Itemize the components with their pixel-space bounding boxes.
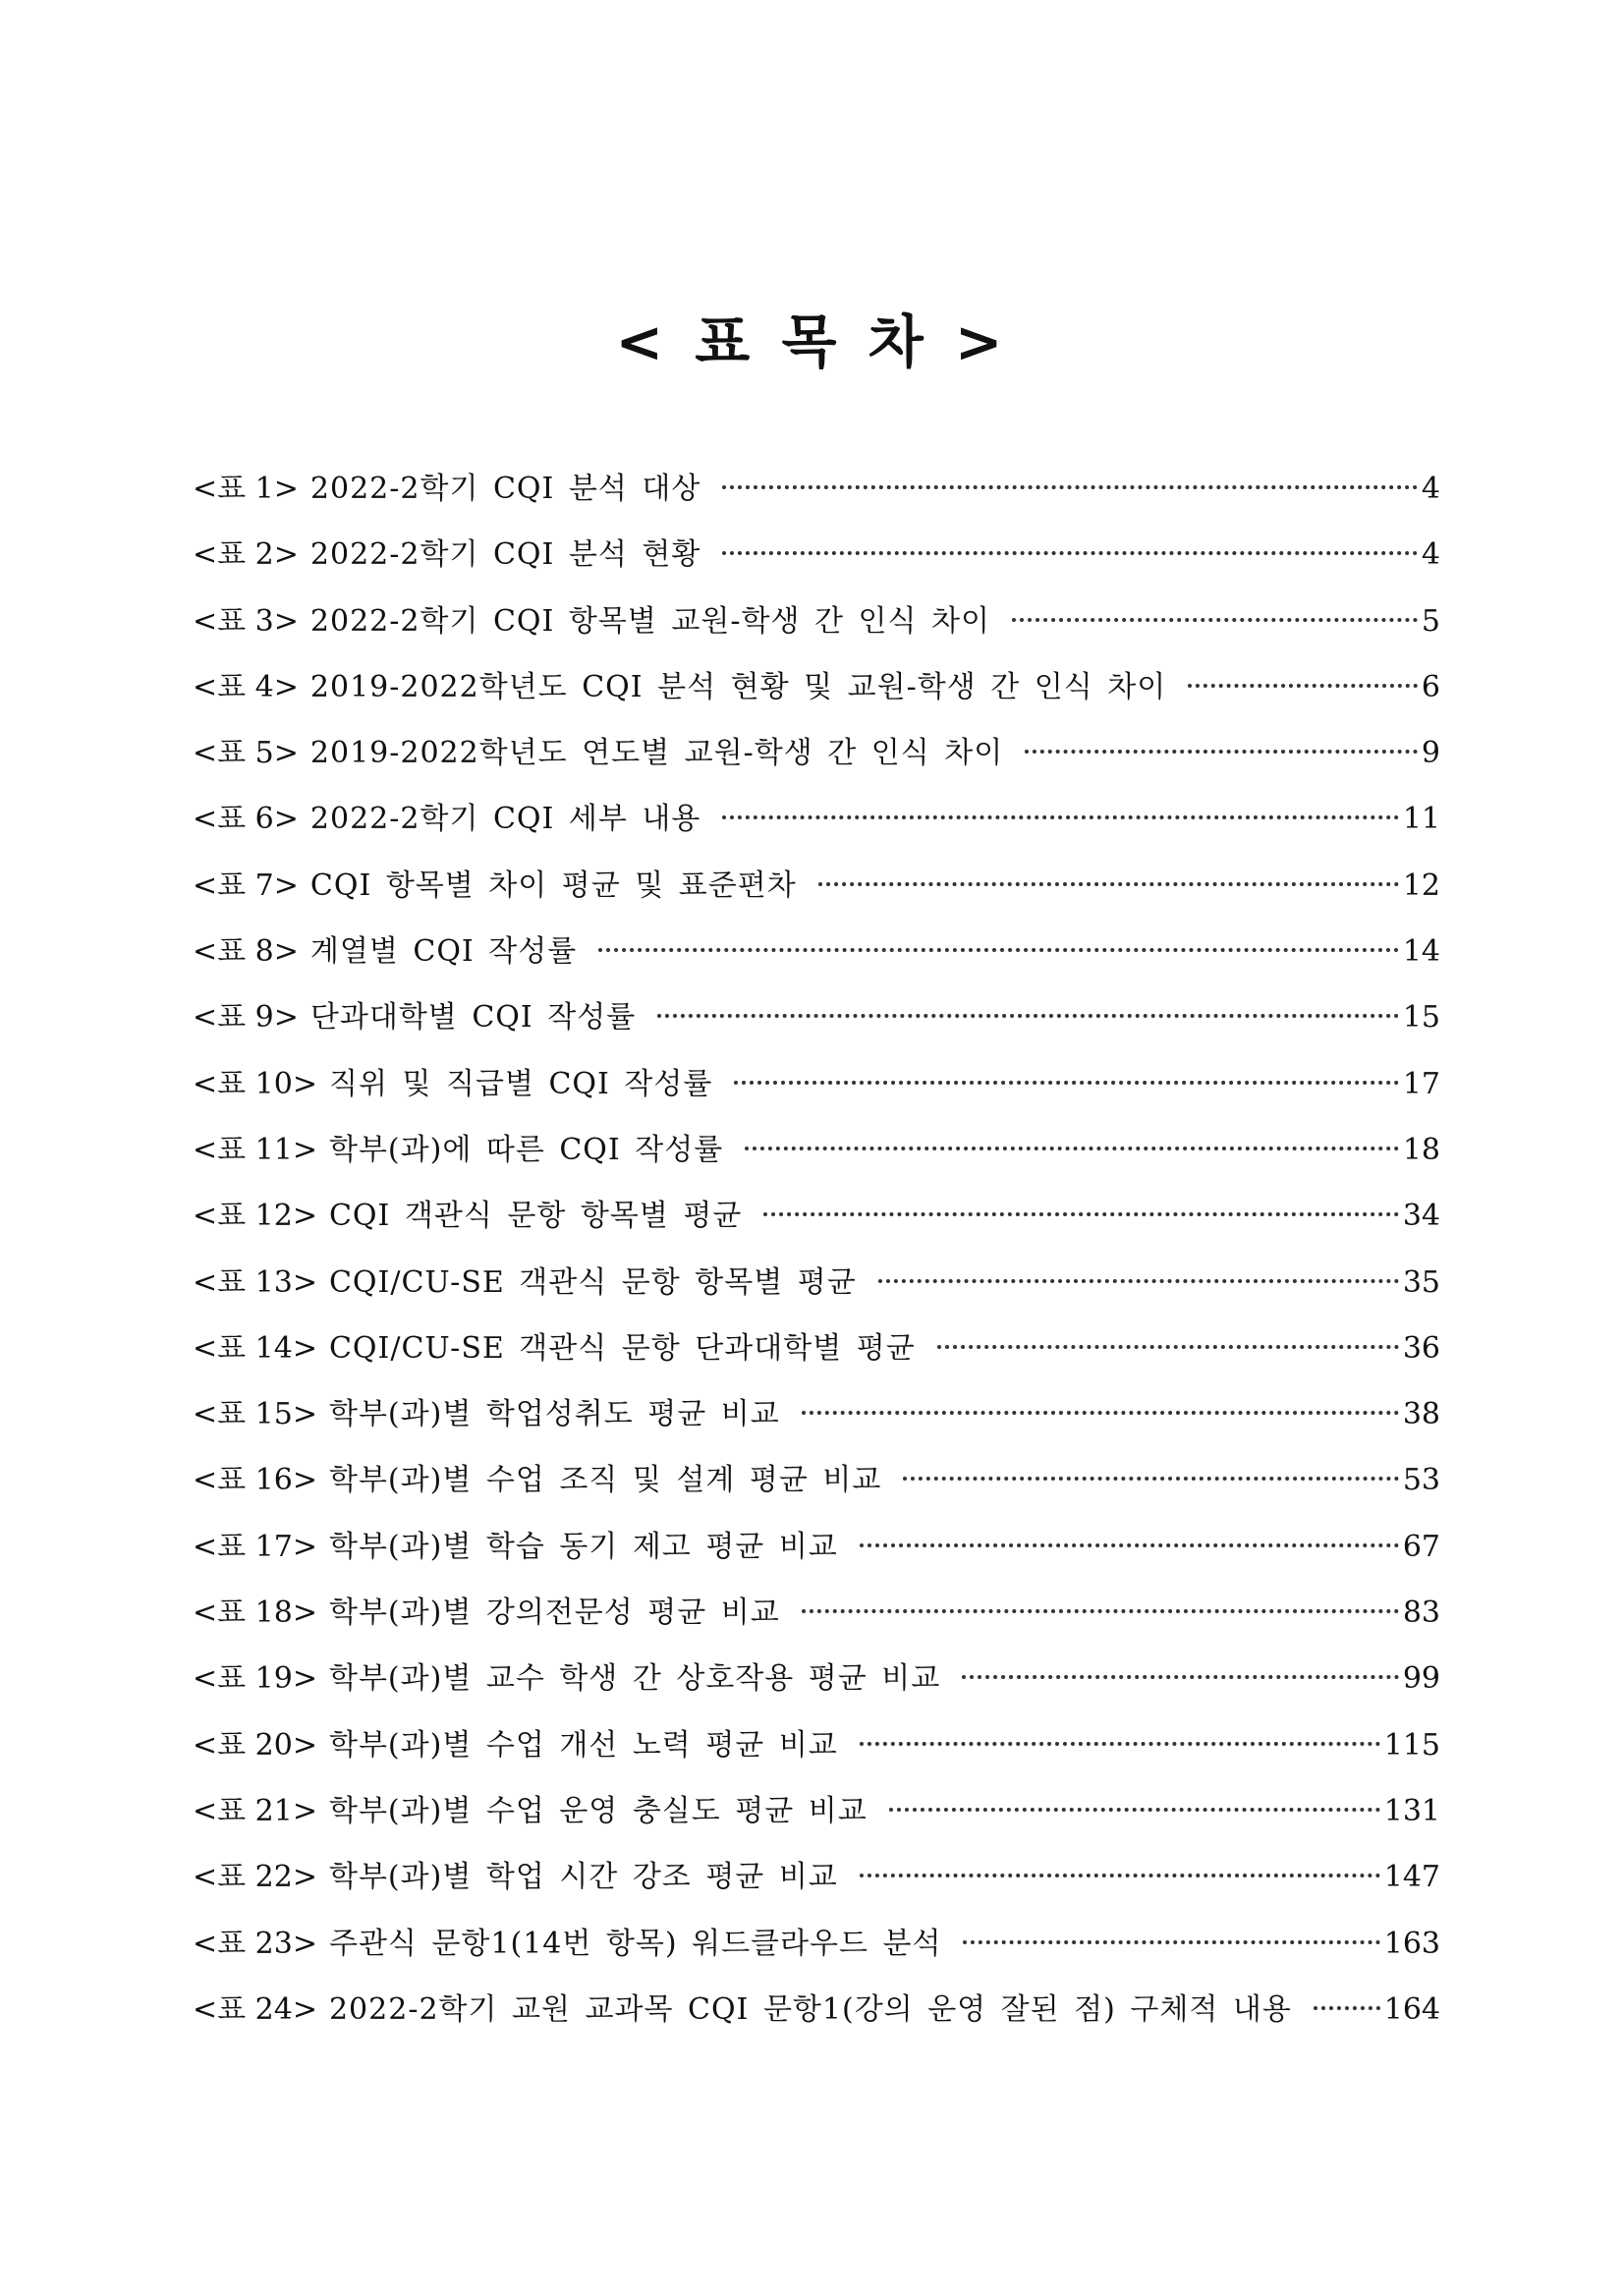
toc-entry[interactable]	[193, 1653, 1440, 1719]
toc-entry-label: <표 22>	[193, 1860, 317, 1895]
toc-entry-label: <표 2>	[193, 537, 299, 573]
dot-leader	[598, 948, 1399, 952]
toc-entry-label: <표 15>	[193, 1397, 317, 1432]
toc-entry-title: 계열별 CQI 작성률	[309, 934, 578, 970]
toc-entry-label: <표 24>	[193, 1991, 317, 2027]
toc-entry-page-number: 5	[1421, 603, 1440, 639]
toc-entry[interactable]	[193, 1720, 1440, 1786]
toc-entry[interactable]	[193, 1786, 1440, 1852]
toc-entry-label: <표 12>	[193, 1199, 317, 1234]
toc-entry-page-number: 12	[1402, 868, 1440, 903]
toc-entry[interactable]	[193, 1191, 1440, 1257]
toc-entry-page-number: 35	[1402, 1264, 1440, 1300]
dot-leader	[963, 1940, 1379, 1944]
toc-entry-title: 2022-2학기 CQI 세부 내용	[309, 802, 701, 837]
dot-leader	[860, 1874, 1380, 1877]
dot-leader	[1012, 618, 1418, 622]
toc-entry[interactable]	[193, 861, 1440, 926]
dot-leader	[722, 551, 1418, 555]
toc-entry[interactable]	[193, 1919, 1440, 1985]
toc-entry-label: <표 13>	[193, 1264, 317, 1300]
toc-entry-title: 학부(과)별 강의전문성 평균 비교	[328, 1596, 780, 1631]
toc-entry-page-number: 17	[1402, 1066, 1440, 1101]
toc-entry[interactable]	[193, 794, 1440, 860]
toc-entry-title: 직위 및 직급별 CQI 작성률	[328, 1066, 713, 1101]
toc-entry-label: <표 10>	[193, 1066, 317, 1101]
toc-entry-title: 학부(과)별 수업 개선 노력 평균 비교	[328, 1727, 838, 1763]
toc-entry-label: <표 20>	[193, 1727, 317, 1763]
dot-leader	[889, 1808, 1380, 1812]
toc-entry[interactable]	[193, 1588, 1440, 1653]
toc-entry-title: 2019-2022학년도 CQI 분석 현황 및 교원-학생 간 인식 차이	[309, 669, 1167, 704]
toc-entry-page-number: 147	[1383, 1860, 1440, 1895]
toc-entry-page-number: 36	[1402, 1330, 1440, 1366]
toc-entry-title: 학부(과)별 학업 시간 강조 평균 비교	[328, 1860, 838, 1895]
toc-entry-title: 단과대학별 CQI 작성률	[309, 1000, 637, 1036]
toc-entry-page-number: 99	[1402, 1661, 1440, 1697]
toc-entry-label: <표 19>	[193, 1661, 317, 1697]
dot-leader	[722, 485, 1418, 489]
toc-entry-label: <표 21>	[193, 1793, 317, 1828]
toc-entry-label: <표 6>	[193, 802, 299, 837]
toc-entry-title: 학부(과)별 학업성취도 평균 비교	[328, 1397, 780, 1432]
dot-leader	[818, 882, 1399, 886]
dot-leader	[1314, 2006, 1380, 2010]
toc-entry[interactable]	[193, 530, 1440, 595]
page-title: < 표 목 차 >	[615, 308, 1009, 375]
toc-entry-page-number: 34	[1402, 1199, 1440, 1234]
dot-leader	[878, 1279, 1399, 1283]
toc-entry[interactable]	[193, 662, 1440, 728]
dot-leader	[962, 1675, 1399, 1679]
dot-leader	[937, 1345, 1399, 1349]
toc-entry-label: <표 7>	[193, 868, 299, 903]
toc-entry-page-number: 9	[1421, 736, 1440, 771]
toc-entry-label: <표 1>	[193, 472, 299, 506]
dot-leader	[1188, 684, 1418, 688]
toc-entry-page-number: 38	[1402, 1397, 1440, 1432]
toc-entry[interactable]	[193, 464, 1440, 530]
toc-entry-page-number: 18	[1402, 1132, 1440, 1167]
toc-entry[interactable]	[193, 1258, 1440, 1323]
toc-entry-page-number: 164	[1383, 1991, 1440, 2027]
toc-entry-page-number: 67	[1402, 1529, 1440, 1564]
toc-entry[interactable]	[193, 596, 1440, 662]
toc-entry[interactable]	[193, 1852, 1440, 1918]
toc-entry-title: CQI 객관식 문항 항목별 평균	[328, 1199, 743, 1234]
toc-entry-label: <표 17>	[193, 1529, 317, 1564]
toc-entry-label: <표 5>	[193, 736, 299, 771]
toc-entry-label: <표 23>	[193, 1926, 317, 1961]
toc-entry-label: <표 16>	[193, 1463, 317, 1498]
table-of-contents-list	[193, 464, 1440, 2050]
toc-entry-title: 2019-2022학년도 연도별 교원-학생 간 인식 차이	[309, 736, 1004, 771]
dot-leader	[860, 1543, 1399, 1547]
toc-entry-title: 주관식 문항1(14번 항목) 워드클라우드 분석	[328, 1926, 942, 1961]
toc-entry[interactable]	[193, 1522, 1440, 1588]
toc-entry-title: CQI/CU-SE 객관식 문항 단과대학별 평균	[328, 1330, 916, 1366]
toc-entry[interactable]	[193, 1985, 1440, 2050]
dot-leader	[802, 1411, 1399, 1415]
dot-leader	[745, 1147, 1399, 1150]
toc-entry-page-number: 11	[1402, 802, 1440, 837]
toc-entry-page-number: 4	[1421, 537, 1440, 573]
toc-entry-title: 2022-2학기 CQI 분석 대상	[309, 472, 701, 506]
toc-entry-title: 2022-2학기 CQI 항목별 교원-학생 간 인식 차이	[309, 603, 990, 639]
dot-leader	[860, 1742, 1380, 1746]
toc-entry[interactable]	[193, 1125, 1440, 1191]
toc-entry-title: 2022-2학기 CQI 분석 현황	[309, 537, 701, 573]
toc-entry-title: 학부(과)에 따른 CQI 작성률	[328, 1132, 724, 1167]
dot-leader	[903, 1477, 1399, 1481]
dot-leader	[802, 1609, 1399, 1613]
dot-leader	[657, 1014, 1399, 1018]
toc-entry-label: <표 18>	[193, 1596, 317, 1631]
dot-leader	[1025, 750, 1418, 754]
toc-entry-label: <표 4>	[193, 669, 299, 704]
dot-leader	[734, 1081, 1398, 1085]
toc-entry-label: <표 3>	[193, 603, 299, 639]
toc-entry-label: <표 11>	[193, 1132, 317, 1167]
toc-entry-title: CQI 항목별 차이 평균 및 표준편차	[309, 868, 797, 903]
toc-entry-title: 학부(과)별 학습 동기 제고 평균 비교	[328, 1529, 838, 1564]
toc-entry[interactable]	[193, 926, 1440, 992]
toc-entry[interactable]	[193, 992, 1440, 1058]
toc-entry[interactable]	[193, 1323, 1440, 1389]
toc-entry-title: 학부(과)별 교수 학생 간 상호작용 평균 비교	[328, 1661, 941, 1697]
toc-entry-title: 학부(과)별 수업 조직 및 설계 평균 비교	[328, 1463, 882, 1498]
toc-entry[interactable]	[193, 1455, 1440, 1521]
dot-leader	[763, 1212, 1399, 1216]
toc-entry-label: <표 9>	[193, 1000, 299, 1036]
toc-entry[interactable]	[193, 728, 1440, 794]
toc-entry-page-number: 15	[1402, 1000, 1440, 1036]
toc-entry[interactable]	[193, 1389, 1440, 1455]
toc-entry-page-number: 115	[1383, 1727, 1440, 1763]
toc-entry-label: <표 14>	[193, 1330, 317, 1366]
toc-entry[interactable]	[193, 1059, 1440, 1125]
toc-entry-page-number: 163	[1383, 1926, 1440, 1961]
toc-entry-label: <표 8>	[193, 934, 299, 970]
toc-entry-page-number: 6	[1421, 669, 1440, 704]
toc-entry-title: CQI/CU-SE 객관식 문항 항목별 평균	[328, 1264, 857, 1300]
toc-entry-title: 학부(과)별 수업 운영 충실도 평균 비교	[328, 1793, 868, 1828]
toc-entry-page-number: 131	[1383, 1793, 1440, 1828]
toc-entry-title: 2022-2학기 교원 교과목 CQI 문항1(강의 운영 잘된 점) 구체적 내용	[328, 1991, 1292, 2027]
toc-entry-page-number: 14	[1402, 934, 1440, 970]
toc-entry-page-number: 83	[1402, 1596, 1440, 1631]
dot-leader	[722, 815, 1398, 819]
toc-entry-page-number: 4	[1421, 472, 1440, 506]
toc-entry-page-number: 53	[1402, 1463, 1440, 1498]
